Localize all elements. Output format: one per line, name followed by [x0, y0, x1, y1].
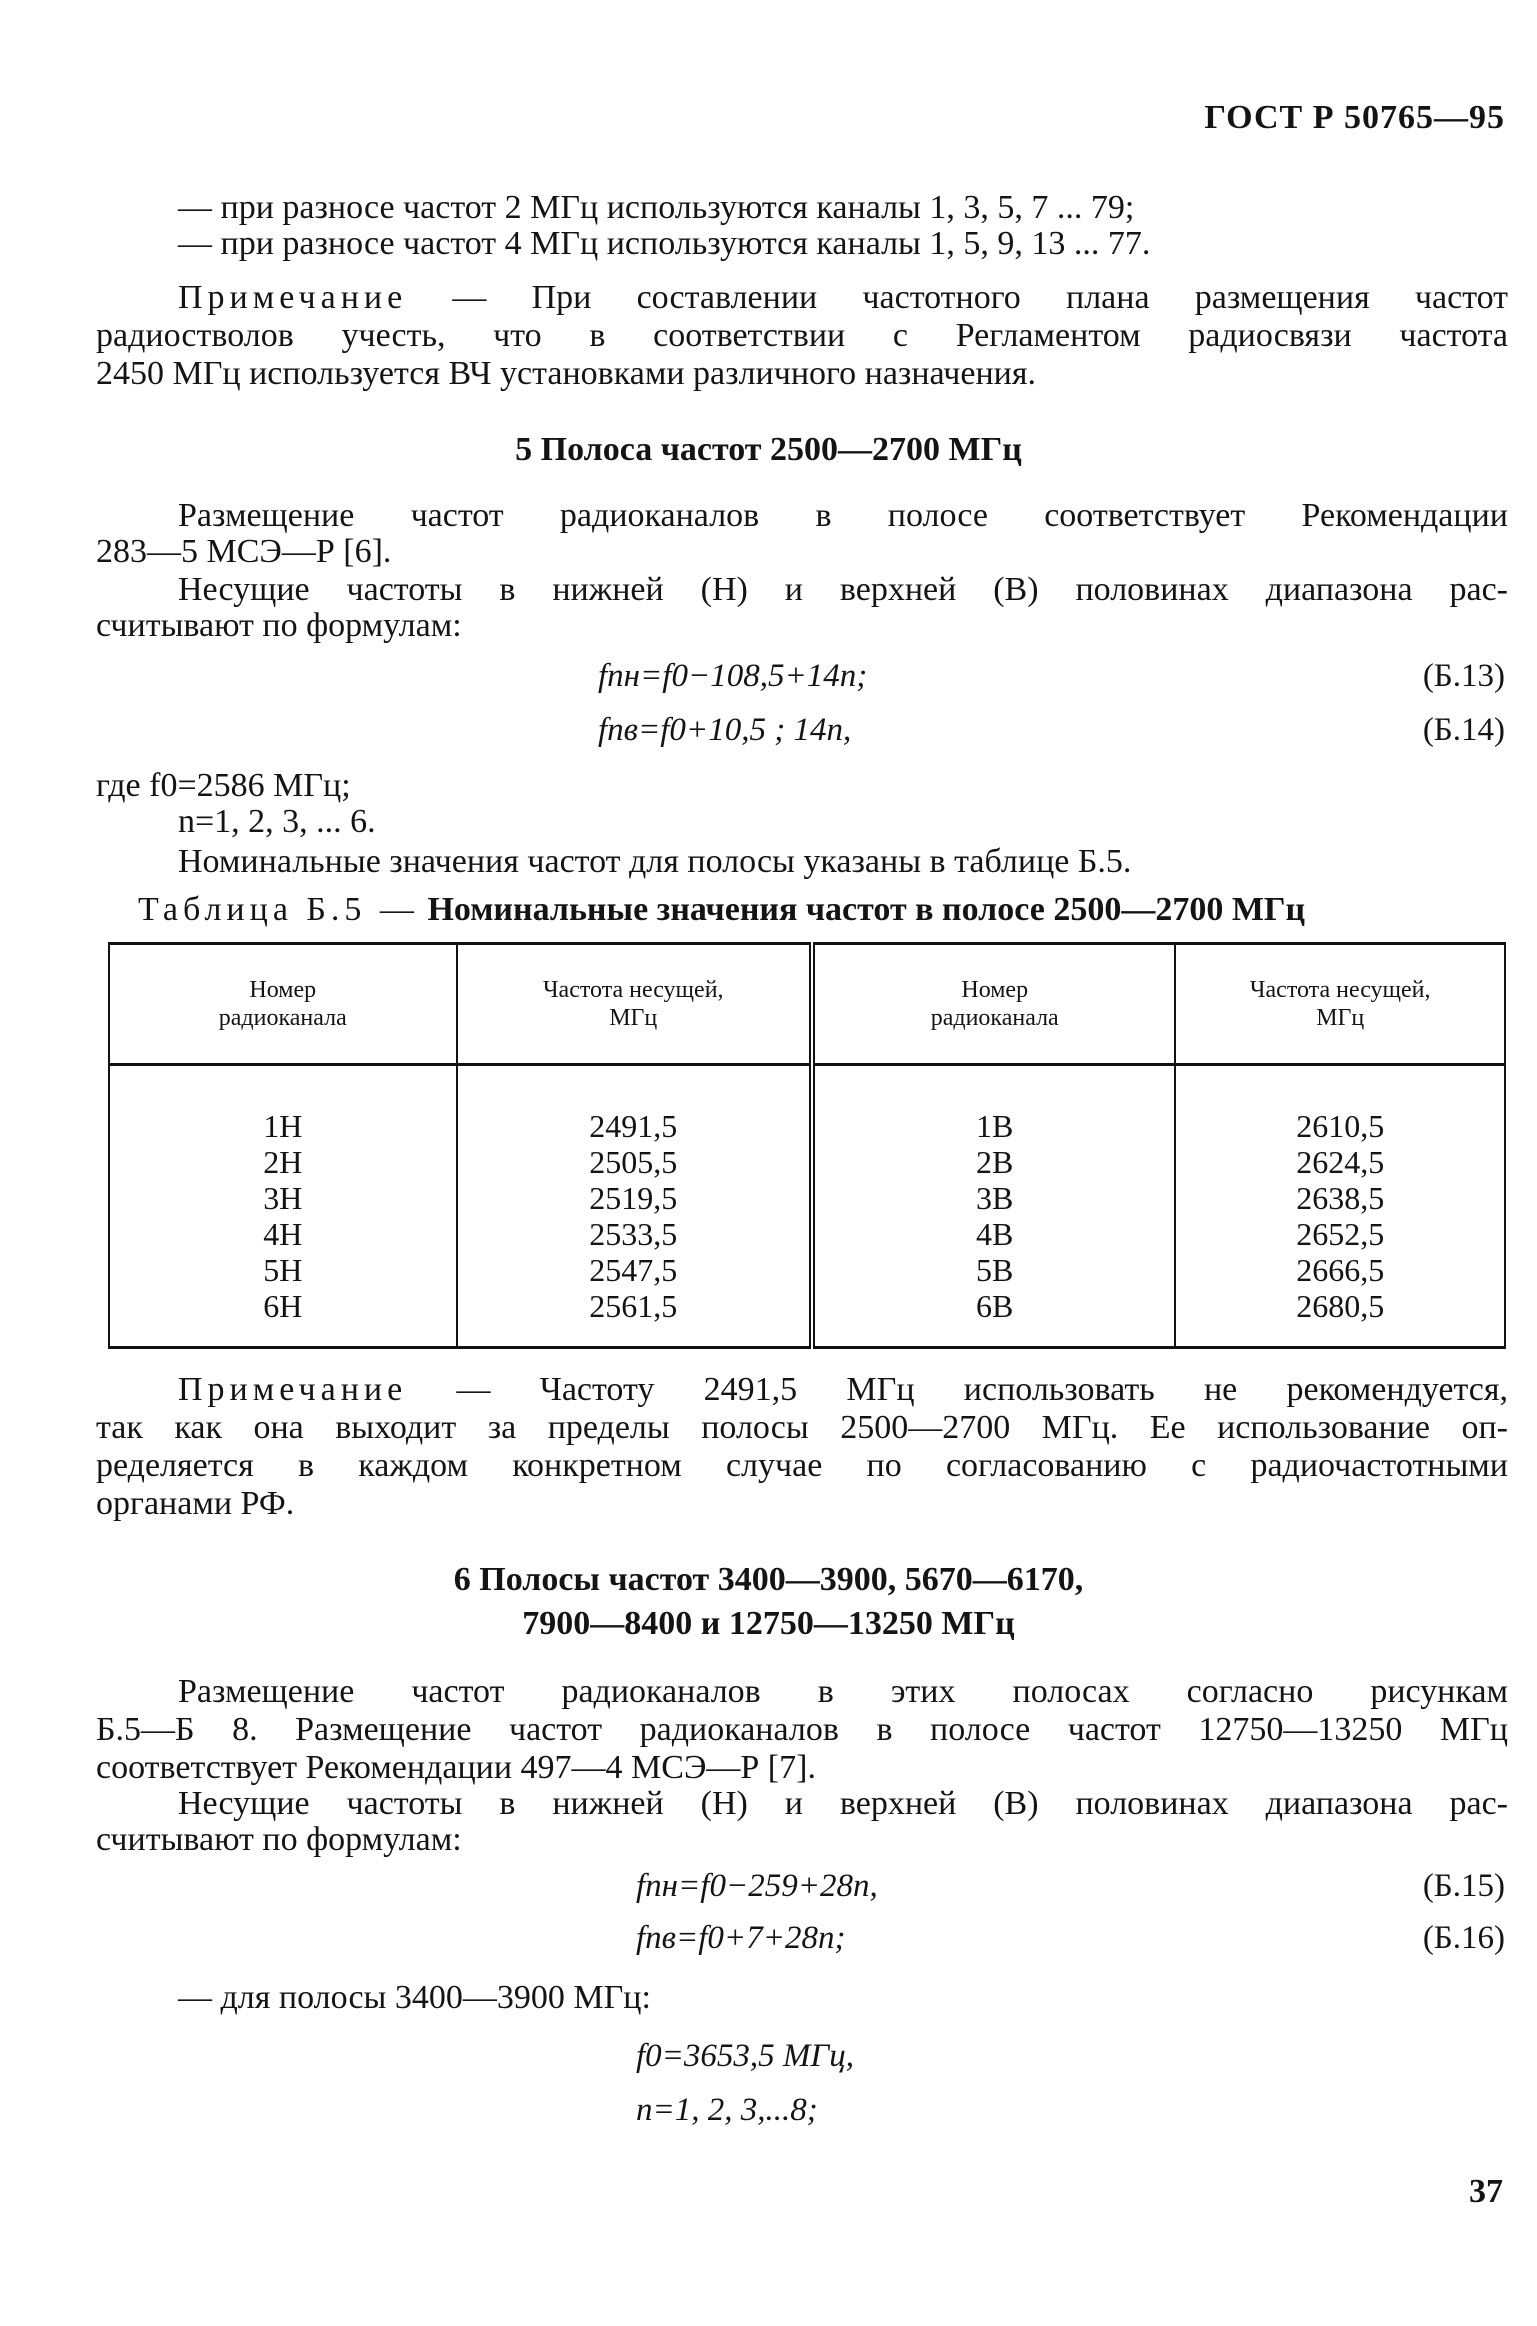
- cell-channel: 6Н: [263, 1288, 303, 1324]
- cell-channel: 4В: [976, 1216, 1014, 1252]
- cell-channel: 3В: [976, 1180, 1014, 1216]
- note2-line3: ределяется в каждом конкретном случае по согласованию с радиочастотными: [96, 1447, 1508, 1484]
- header-carrier-frequency: [1175, 944, 1505, 1065]
- cell-frequency: 2666,5: [1296, 1252, 1385, 1288]
- table-header-row: [109, 944, 1505, 1065]
- cell-channel: 1Н: [263, 1108, 303, 1144]
- cell-channel: 5Н: [263, 1252, 303, 1288]
- section5-p2-line1: Несущие частоты в нижней (Н) и верхней (В) половинах диапазона рас-: [178, 571, 1508, 608]
- section6-p2-line1: Несущие частоты в нижней (Н) и верхней (В) половинах диапазона рас-: [178, 1785, 1508, 1822]
- section6-p2-line2: считывают по формулам:: [96, 1821, 462, 1858]
- header-text: радиоканала: [218, 1005, 347, 1031]
- table-intro: Номинальные значения частот для полосы указаны в таблице Б.5.: [178, 843, 1132, 880]
- cell-frequency: 2638,5: [1296, 1180, 1385, 1216]
- cell-frequency: 2561,5: [589, 1288, 678, 1324]
- note2-line2: так как она выходит за пределы полосы 2500—2700 МГц. Ее использование оп-: [96, 1409, 1508, 1446]
- header-channel-number: [812, 944, 1176, 1065]
- cell-frequency: 2610,5: [1296, 1108, 1385, 1144]
- cell-channel: 5В: [976, 1252, 1014, 1288]
- cell-channel: 2Н: [263, 1144, 303, 1180]
- intro-line-2: — при разносе частот 4 МГц используются каналы 1, 5, 9, 13 ... 77.: [178, 225, 1151, 262]
- header-text: Номер: [961, 977, 1029, 1003]
- intro-line-1: — при разносе частот 2 МГц используются каналы 1, 3, 5, 7 ... 79;: [178, 189, 1135, 226]
- note2-line4: органами РФ.: [96, 1485, 295, 1522]
- header-text: МГц: [609, 1005, 658, 1031]
- cell-frequency: 2491,5: [589, 1108, 678, 1144]
- f0-value: f0=3653,5 МГц,: [636, 2038, 854, 2074]
- header-text: радиоканала: [930, 1005, 1059, 1031]
- section6-p1-line3: соответствует Рекомендации 497—4 МСЭ—Р [7].: [96, 1749, 816, 1786]
- cell-channel: 3Н: [263, 1180, 303, 1216]
- formula-b16-number: (Б.16): [1422, 1920, 1505, 1956]
- header-text: МГц: [1316, 1005, 1365, 1031]
- section6-title-line1: 6 Полосы частот 3400—3900, 5670—6170,: [453, 1561, 1084, 1598]
- where-f0: где f0=2586 МГц;: [96, 767, 351, 804]
- table-caption-label: Таблица Б.5 —: [138, 891, 419, 928]
- section5-p1-line1: Размещение частот радиоканалов в полосе соответствует Рекомендации: [178, 497, 1508, 534]
- header-text: Частота несущей,: [542, 977, 724, 1003]
- column-lower-channels: [109, 1065, 457, 1348]
- cell-frequency: 2624,5: [1296, 1144, 1385, 1180]
- table-caption-title: Номинальные значения частот в полосе 2500—2700 МГц: [427, 891, 1306, 928]
- section6-p1-line2: Б.5—Б 8. Размещение частот радиоканалов в полосе частот 12750—13250 МГц: [96, 1711, 1508, 1748]
- section5-title: 5 Полоса частот 2500—2700 МГц: [515, 431, 1022, 468]
- cell-frequency: 2533,5: [589, 1216, 678, 1252]
- header-text: Номер: [249, 977, 317, 1003]
- cell-frequency: 2652,5: [1296, 1216, 1385, 1252]
- table-b5: [108, 942, 1506, 1349]
- where-n: n=1, 2, 3, ... 6.: [178, 803, 376, 840]
- section6-title-line2: 7900—8400 и 12750—13250 МГц: [522, 1605, 1015, 1642]
- note-label: Примечание: [178, 1371, 408, 1408]
- cell-frequency: 2505,5: [589, 1144, 678, 1180]
- cell-channel: 1В: [976, 1108, 1014, 1144]
- note1-line1: [178, 278, 1508, 318]
- n-range: n=1, 2, 3,...8;: [636, 2092, 818, 2128]
- formula-b16: fпв=f0+7+28n;: [636, 1920, 846, 1956]
- cell-channel: 6В: [976, 1288, 1014, 1324]
- formula-b14: fпв=f0+10,5 ; 14n,: [598, 712, 852, 748]
- band-3400-3900: — для полосы 3400—3900 МГц:: [178, 1979, 651, 2016]
- note1-line2: радиостволов учесть, что в соответствии с Регламентом радиосвязи частота: [96, 317, 1508, 354]
- formula-b14-number: (Б.14): [1422, 712, 1505, 748]
- formula-b15-number: (Б.15): [1422, 1868, 1505, 1904]
- formula-b13: fпн=f0−108,5+14n;: [598, 658, 868, 694]
- cell-frequency: 2519,5: [589, 1180, 678, 1216]
- section5-p1-line2: 283—5 МСЭ—Р [6].: [96, 533, 392, 570]
- cell-channel: 4Н: [263, 1216, 303, 1252]
- table-caption: [138, 890, 1305, 930]
- cell-frequency: 2547,5: [589, 1252, 678, 1288]
- header-channel-number: [109, 944, 457, 1065]
- formula-b13-number: (Б.13): [1422, 658, 1505, 694]
- header-text: Частота несущей,: [1249, 977, 1431, 1003]
- note-text: — При составлении частотного плана размещения частот: [452, 279, 1509, 316]
- section6-p1-line1: Размещение частот радиоканалов в этих полосах согласно рисункам: [178, 1673, 1508, 1710]
- table-body-row: [109, 1065, 1505, 1348]
- note1-line3: 2450 МГц используется ВЧ установками различного назначения.: [96, 355, 1036, 392]
- document-header: ГОСТ Р 50765—95: [1204, 99, 1505, 136]
- cell-channel: 2В: [976, 1144, 1014, 1180]
- column-upper-frequencies: [1175, 1065, 1505, 1348]
- formula-b15: fпн=f0−259+28n,: [636, 1868, 878, 1904]
- note-text: — Частоту 2491,5 МГц использовать не рекомендуется,: [456, 1371, 1509, 1408]
- note-label: Примечание: [178, 279, 408, 316]
- column-upper-channels: [812, 1065, 1176, 1348]
- column-lower-frequencies: [457, 1065, 812, 1348]
- header-carrier-frequency: [457, 944, 812, 1065]
- page-number: 37: [1469, 2173, 1503, 2210]
- section5-p2-line2: считывают по формулам:: [96, 607, 462, 644]
- cell-frequency: 2680,5: [1296, 1288, 1385, 1324]
- note2-line1: [178, 1370, 1508, 1410]
